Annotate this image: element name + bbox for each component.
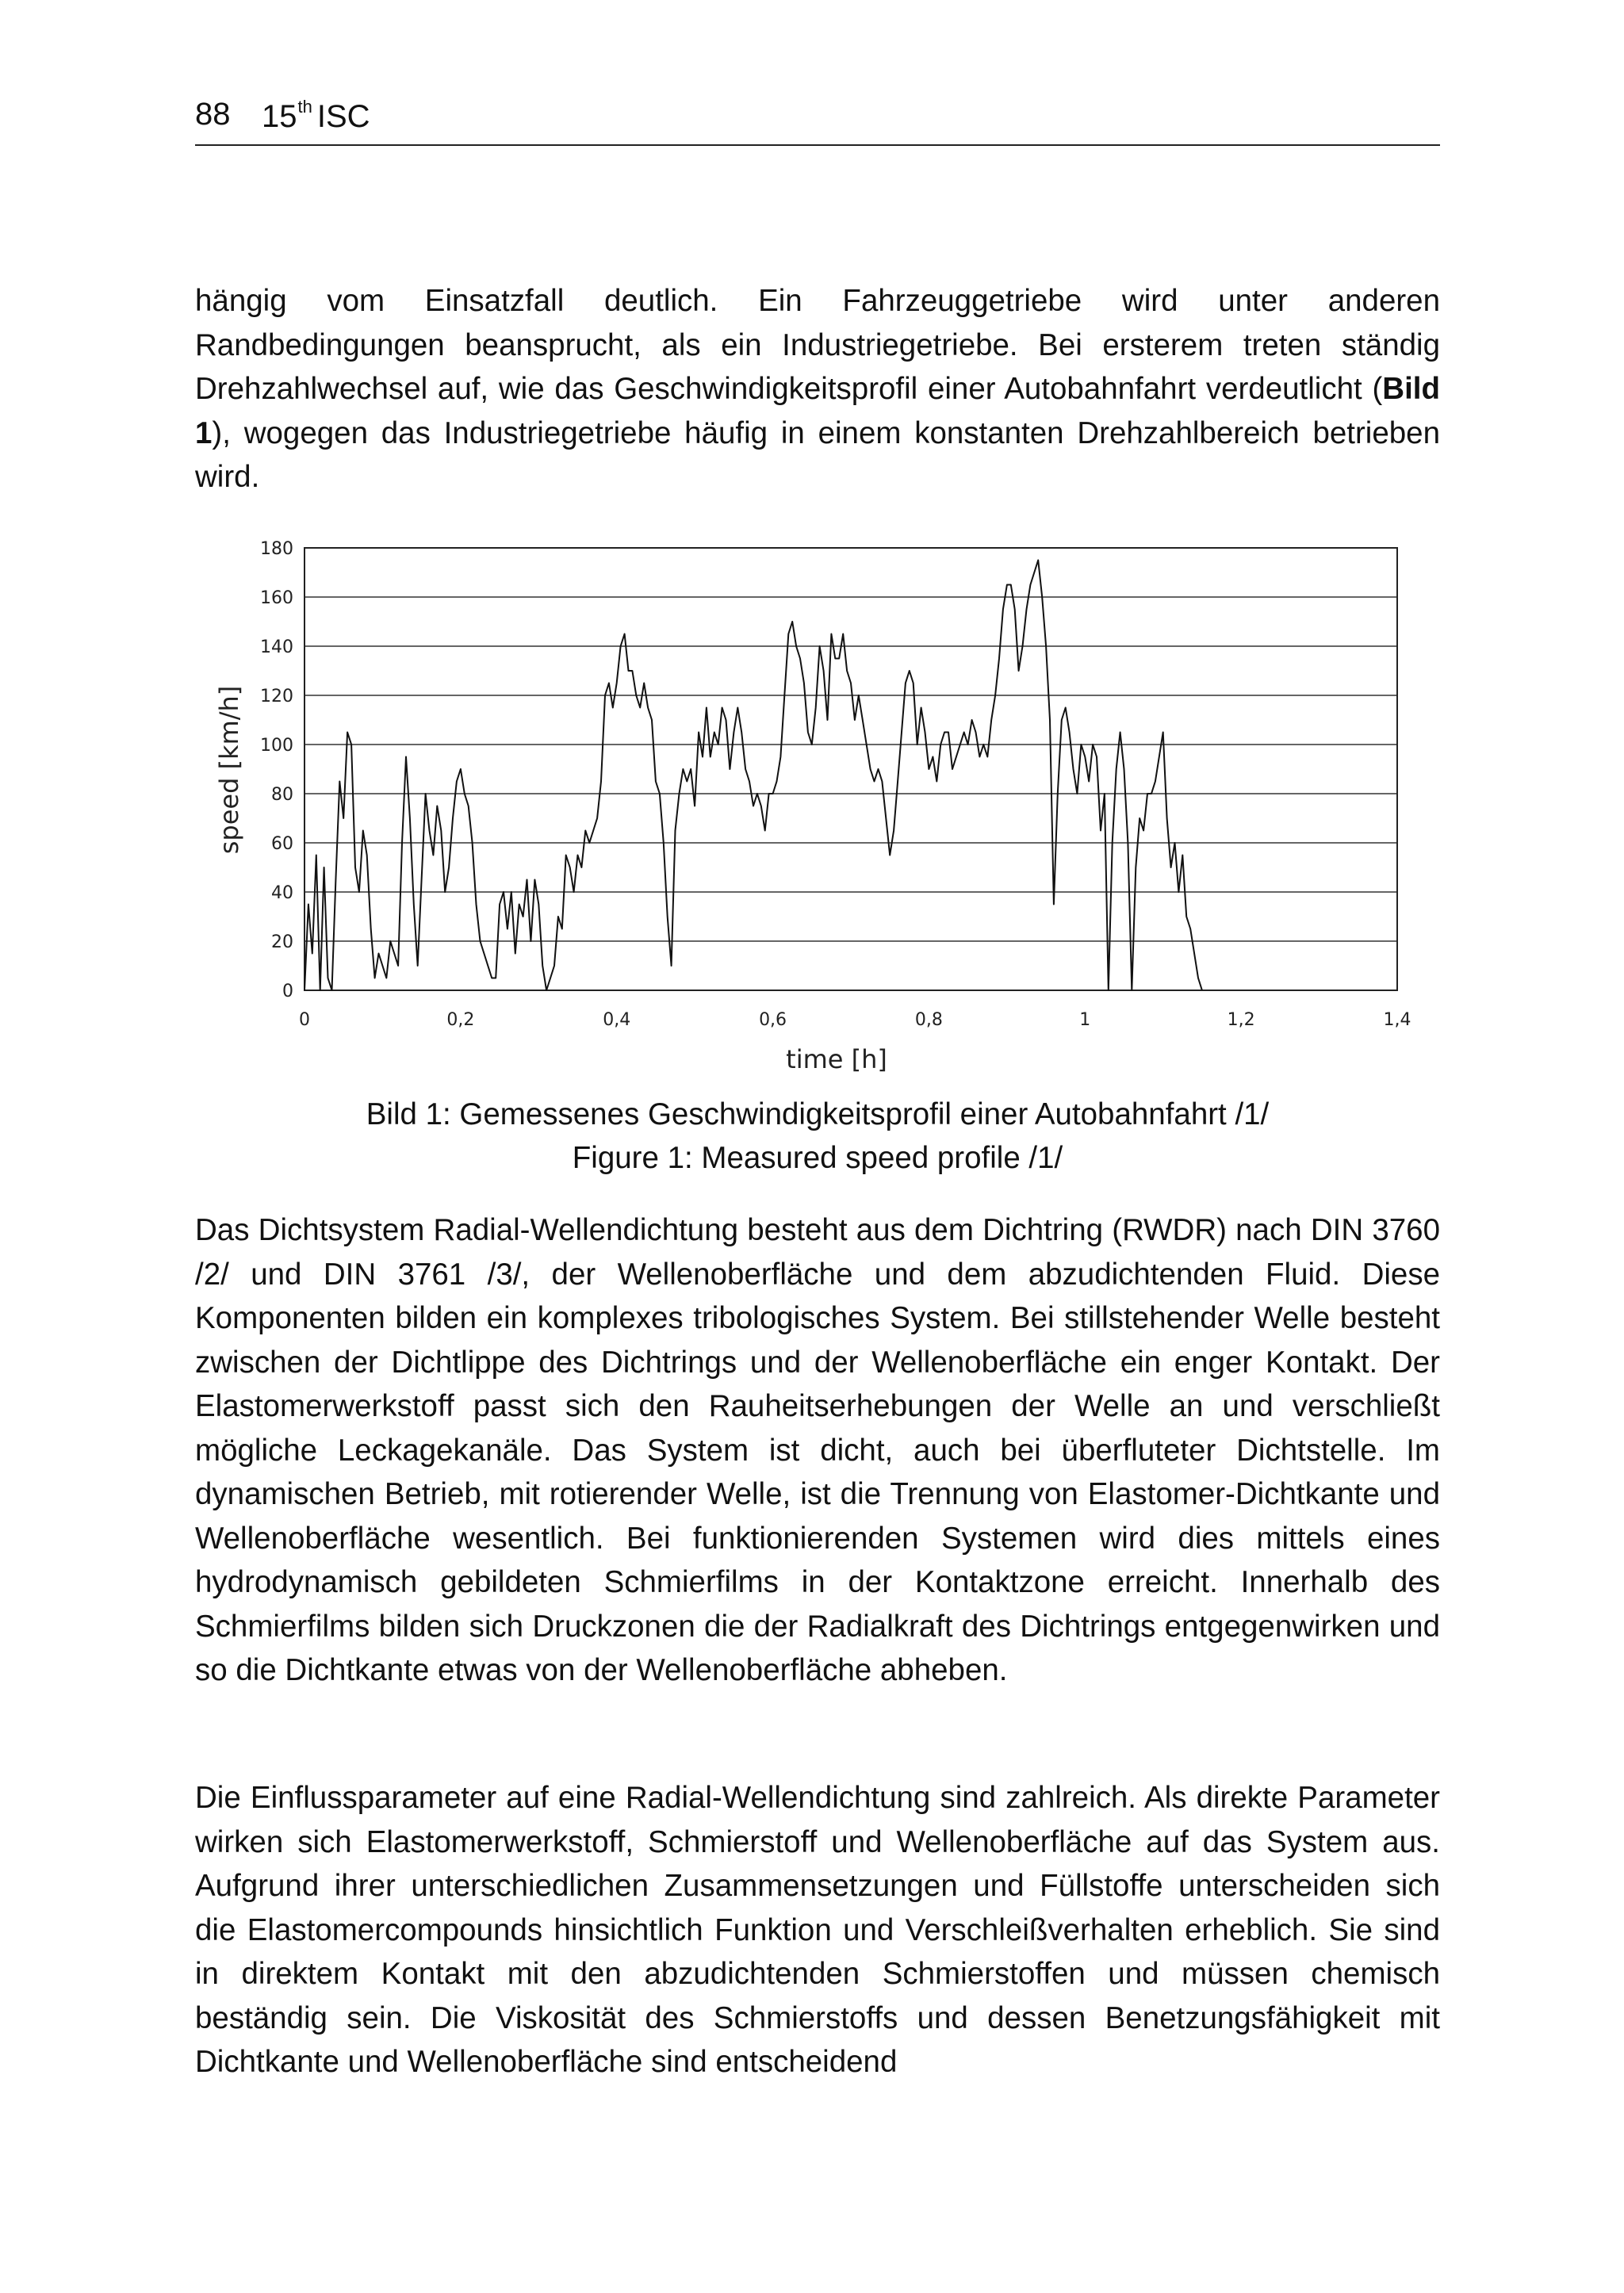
y-tick-label: 60 — [271, 834, 293, 854]
paragraph-influence-parameters: Die Einflussparameter auf eine Radial-Wellendichtung sind zahlreich. Als direkte Parameter wirken sich Elastomerwerkstoff, Schmierstoff und Wellenoberfläche auf das System aus. Aufgrund ihrer unterschiedlichen Zusammensetzungen und Füllstoffe unterscheiden sich die Elastomercompounds hinsichtlich Funktion und Verschleißverhalten erheblich. Sie sind in direktem Kontakt mit den abzudichtenden Schmierstoffen und müssen chemisch beständig sein. Die Viskosität des Schmierstoffs und dessen Benetzungsfähigkeit mit Dichtkante und Wellenoberfläche sind entscheidend — [195, 1781, 1440, 2079]
y-tick-label: 140 — [260, 637, 293, 657]
page-number: 88 — [195, 97, 231, 132]
x-tick-label: 0,4 — [603, 1010, 631, 1030]
y-tick-label: 20 — [271, 932, 293, 952]
y-axis-label: speed [km/h] — [214, 685, 244, 855]
x-tick-label: 0,2 — [446, 1010, 475, 1030]
x-tick-label: 0 — [299, 1010, 310, 1030]
y-tick-label: 160 — [260, 588, 293, 608]
x-tick-label: 1 — [1079, 1010, 1091, 1030]
figure-caption-german: Bild 1: Gemessenes Geschwindigkeitsprofil einer Autobahnfahrt /1/ — [366, 1097, 1270, 1131]
x-tick-label: 1,4 — [1383, 1010, 1411, 1030]
y-tick-label: 40 — [271, 883, 293, 903]
conference-number: 15 — [262, 99, 297, 134]
x-tick-label: 0,8 — [914, 1010, 943, 1030]
y-tick-label: 120 — [260, 687, 293, 706]
y-tick-label: 180 — [260, 539, 293, 559]
y-tick-label: 80 — [271, 785, 293, 805]
x-tick-label: 1,2 — [1227, 1010, 1255, 1030]
y-tick-label: 100 — [260, 736, 293, 756]
x-axis-label: time [h] — [786, 1044, 887, 1074]
plot-frame — [304, 548, 1397, 990]
paragraph-intro-end: ), wogegen das Industriegetriebe häufig in einem konstanten Drehzahlbereich betrieben wird. — [195, 415, 1440, 494]
speed-profile-figure — [206, 527, 1427, 1082]
figure-caption-english: Figure 1: Measured speed profile /1/ — [572, 1141, 1063, 1175]
conference-name: ISC — [316, 99, 370, 134]
page-header — [195, 94, 1440, 146]
paragraph-sealing-system: Das Dichtsystem Radial-Wellendichtung besteht aus dem Dichtring (RWDR) nach DIN 3760 /2/ und DIN 3761 /3/, der Wellenoberfläche und dem abzudichtenden Fluid. Diese Komponenten bilden ein komplexes tribologisches System. Bei stillstehender Welle besteht zwischen der Dichtlippe des Dichtrings und der Wellenoberfläche ein enger Kontakt. Der Elastomerwerkstoff passt sich den Rauheitserhebungen der Welle an und verschließt mögliche Leckagekanäle. Das System ist dicht, auch bei überfluteter Dichtstelle. Im dynamischen Betrieb, mit rotierender Welle, ist die Trennung von Elastomer-Dichtkante und Wellenoberfläche wesentlich. Bei funktionierenden Systemen wird dies mittels eines hydrodynamisch gebildeten Schmierfilms in der Kontaktzone erreicht. Innerhalb des Schmierfilms bilden sich Druckzonen die der Radialkraft des Dichtrings entgegenwirken und so die Dichtkante etwas von der Wellenoberfläche abheben. — [195, 1213, 1440, 1687]
speed-profile-chart — [206, 527, 1427, 1082]
paragraph-intro-start: hängig vom Einsatzfall deutlich. Ein Fahrzeuggetriebe wird unter anderen Randbedingungen beansprucht, als ein Industriegetriebe. Bei ersterem treten ständig Drehzahlwechsel auf, wie das Geschwindigkeitsprofil einer Autobahnfahrt verdeutlicht ( — [195, 284, 1440, 406]
paragraph-intro — [195, 279, 1440, 500]
y-tick-label: 0 — [282, 982, 293, 1001]
conference-suffix: th — [297, 97, 312, 117]
x-tick-label: 0,6 — [759, 1010, 787, 1030]
figure-reference: Bild 1 — [195, 372, 1440, 450]
speed-series-line — [304, 561, 1202, 991]
conference-label — [262, 97, 370, 135]
